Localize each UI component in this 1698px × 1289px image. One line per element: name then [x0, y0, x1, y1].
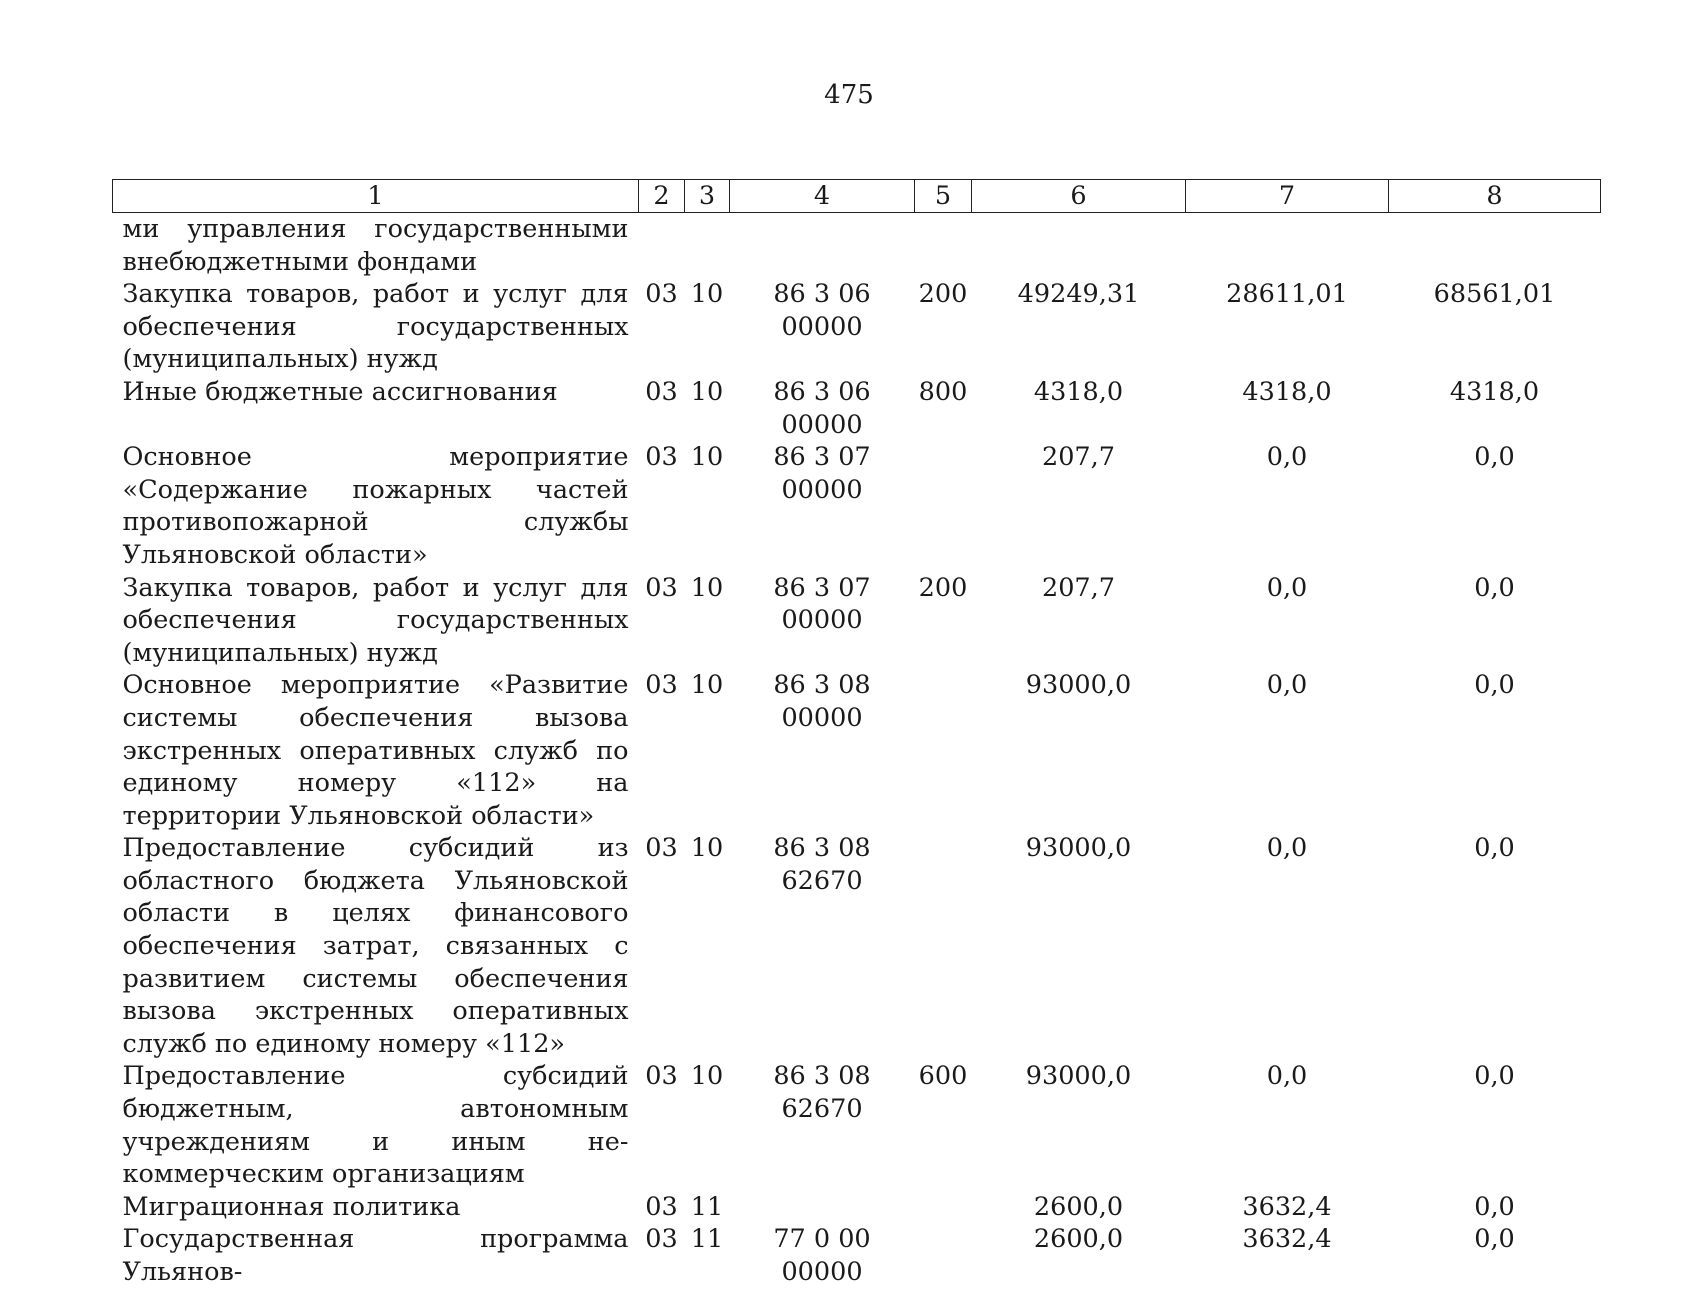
row-amount-3-cell: 0,0 — [1474, 1191, 1515, 1222]
row-expense-type-cell: 200 — [918, 572, 968, 603]
row-section-cell: 03 — [645, 1061, 678, 1092]
row-amount-2-cell: 3632,4 — [1242, 1224, 1332, 1255]
table-row — [113, 572, 1601, 670]
row-amount-2-cell: 4318,0 — [1242, 376, 1332, 407]
row-section-cell: 03 — [645, 833, 678, 864]
row-name-cell: ми управления государственными внебюджетными фондами — [122, 214, 629, 277]
row-name-cell: Закупка товаров, работ и услуг для обеспечения государственных (муниципальных) нужд — [122, 572, 629, 668]
header-col-6: 6 — [972, 180, 1186, 213]
row-name-cell: Государственная программа Ульянов- — [122, 1224, 629, 1287]
row-expense-type-cell — [915, 213, 972, 279]
header-col-4: 4 — [730, 180, 915, 213]
table-row — [113, 832, 1601, 1060]
row-amount-1-cell: 93000,0 — [1025, 670, 1132, 701]
row-amount-2-cell — [1186, 213, 1389, 279]
row-amount-1-cell: 4318,0 — [1033, 376, 1124, 407]
row-expense-type-cell — [915, 441, 972, 571]
row-subsection-cell: 11 — [690, 1191, 724, 1222]
row-expense-type-cell: 200 — [918, 279, 968, 310]
row-name-cell: Основное мероприятие «Развитие системы обеспечения вызова экстренных оперативных служб по единому номеру «112» на территории Ульяновской области» — [122, 670, 629, 831]
table-row — [113, 376, 1601, 441]
header-col-3: 3 — [685, 180, 730, 213]
header-col-7: 7 — [1186, 180, 1389, 213]
row-expense-type-cell: 800 — [918, 376, 968, 407]
row-expense-type-cell — [915, 1223, 972, 1288]
row-amount-1-cell: 49249,31 — [1017, 279, 1140, 310]
row-target-code-cell: 86 3 07 00000 — [773, 442, 871, 505]
row-amount-3-cell: 0,0 — [1474, 670, 1515, 701]
row-amount-3-cell: 0,0 — [1474, 442, 1515, 473]
table-body — [113, 213, 1601, 1289]
budget-table — [112, 179, 1601, 1289]
row-expense-type-cell: 600 — [918, 1061, 968, 1092]
row-amount-3-cell: 0,0 — [1474, 572, 1515, 603]
table-row — [113, 1060, 1601, 1190]
row-section-cell: 03 — [645, 279, 678, 310]
row-target-code-cell: 77 0 00 00000 — [773, 1224, 871, 1287]
row-target-code-cell — [730, 213, 915, 279]
table-row — [113, 669, 1601, 832]
row-subsection-cell: 10 — [690, 279, 724, 310]
row-subsection-cell — [685, 213, 730, 279]
row-section-cell: 03 — [645, 442, 678, 473]
row-subsection-cell: 10 — [690, 1061, 724, 1092]
row-target-code-cell: 86 3 06 00000 — [773, 279, 871, 342]
row-subsection-cell: 10 — [690, 572, 724, 603]
row-target-code-cell: 86 3 06 00000 — [773, 376, 871, 440]
row-subsection-cell: 10 — [690, 376, 724, 407]
row-subsection-cell: 10 — [690, 442, 724, 473]
row-section-cell — [639, 213, 685, 279]
table-row — [113, 441, 1601, 571]
page-number: 475 — [824, 80, 874, 110]
table-row — [113, 213, 1601, 279]
row-amount-2-cell: 28611,01 — [1226, 279, 1348, 310]
row-amount-1-cell: 2600,0 — [1033, 1191, 1124, 1222]
row-subsection-cell: 11 — [690, 1224, 724, 1255]
header-col-1: 1 — [113, 180, 639, 213]
row-section-cell: 03 — [645, 572, 678, 603]
row-amount-2-cell: 3632,4 — [1242, 1191, 1332, 1222]
row-amount-3-cell: 0,0 — [1474, 1224, 1515, 1255]
row-subsection-cell: 10 — [690, 670, 724, 701]
row-amount-1-cell: 93000,0 — [1025, 833, 1132, 864]
row-target-code-cell: 86 3 08 62670 — [773, 833, 871, 896]
header-col-2: 2 — [639, 180, 685, 213]
row-section-cell: 03 — [645, 670, 678, 701]
row-amount-3-cell: 0,0 — [1474, 1061, 1515, 1092]
row-subsection-cell: 10 — [690, 833, 724, 864]
row-name-cell: Закупка товаров, работ и услуг для обеспечения государственных (муниципальных) нужд — [122, 279, 629, 375]
row-amount-3-cell: 4318,0 — [1449, 376, 1540, 407]
row-target-code-cell: 86 3 08 00000 — [773, 670, 871, 733]
row-amount-3-cell: 68561,01 — [1433, 279, 1556, 310]
row-section-cell: 03 — [645, 1191, 678, 1222]
row-amount-2-cell: 0,0 — [1266, 670, 1308, 701]
row-name-cell: Миграционная политика — [122, 1191, 461, 1222]
header-col-5: 5 — [915, 180, 972, 213]
table-row — [113, 1223, 1601, 1288]
table-row — [113, 278, 1601, 376]
row-target-code-cell — [730, 1191, 915, 1224]
row-expense-type-cell — [915, 1191, 972, 1224]
table-row — [113, 1191, 1601, 1224]
row-amount-2-cell: 0,0 — [1266, 442, 1308, 473]
row-amount-1-cell — [972, 213, 1186, 279]
row-amount-1-cell: 2600,0 — [1033, 1224, 1124, 1255]
row-amount-1-cell: 93000,0 — [1025, 1061, 1132, 1092]
row-expense-type-cell — [915, 832, 972, 1060]
row-section-cell: 03 — [645, 1224, 678, 1255]
header-col-8: 8 — [1389, 180, 1601, 213]
row-name-cell: Основное мероприятие «Содержание пожарных частей противопожарной службы Ульяновской области» — [122, 442, 629, 570]
row-name-cell: Иные бюджетные ассигнования — [122, 376, 558, 407]
row-amount-3-cell — [1389, 213, 1601, 279]
row-expense-type-cell — [915, 669, 972, 832]
row-amount-2-cell: 0,0 — [1266, 572, 1308, 603]
row-amount-2-cell: 0,0 — [1266, 833, 1308, 864]
row-name-cell: Предоставление субсидий из областного бюджета Ульяновской области в целях финансового обеспечения затрат, связанных с развитием системы обеспечения вызова экстренных оперативных служб по единому номеру «112» — [122, 833, 629, 1059]
row-amount-1-cell: 207,7 — [1041, 442, 1115, 473]
row-amount-1-cell: 207,7 — [1041, 572, 1115, 603]
row-amount-2-cell: 0,0 — [1266, 1061, 1308, 1092]
row-target-code-cell: 86 3 08 62670 — [773, 1061, 871, 1125]
row-section-cell: 03 — [645, 376, 678, 407]
row-amount-3-cell: 0,0 — [1474, 833, 1515, 864]
row-name-cell: Предоставление субсидий бюджетным, автономным учреждениям и иным некоммерческим организациям — [122, 1061, 629, 1190]
row-target-code-cell: 86 3 07 00000 — [773, 572, 871, 636]
header-row — [113, 180, 1601, 213]
